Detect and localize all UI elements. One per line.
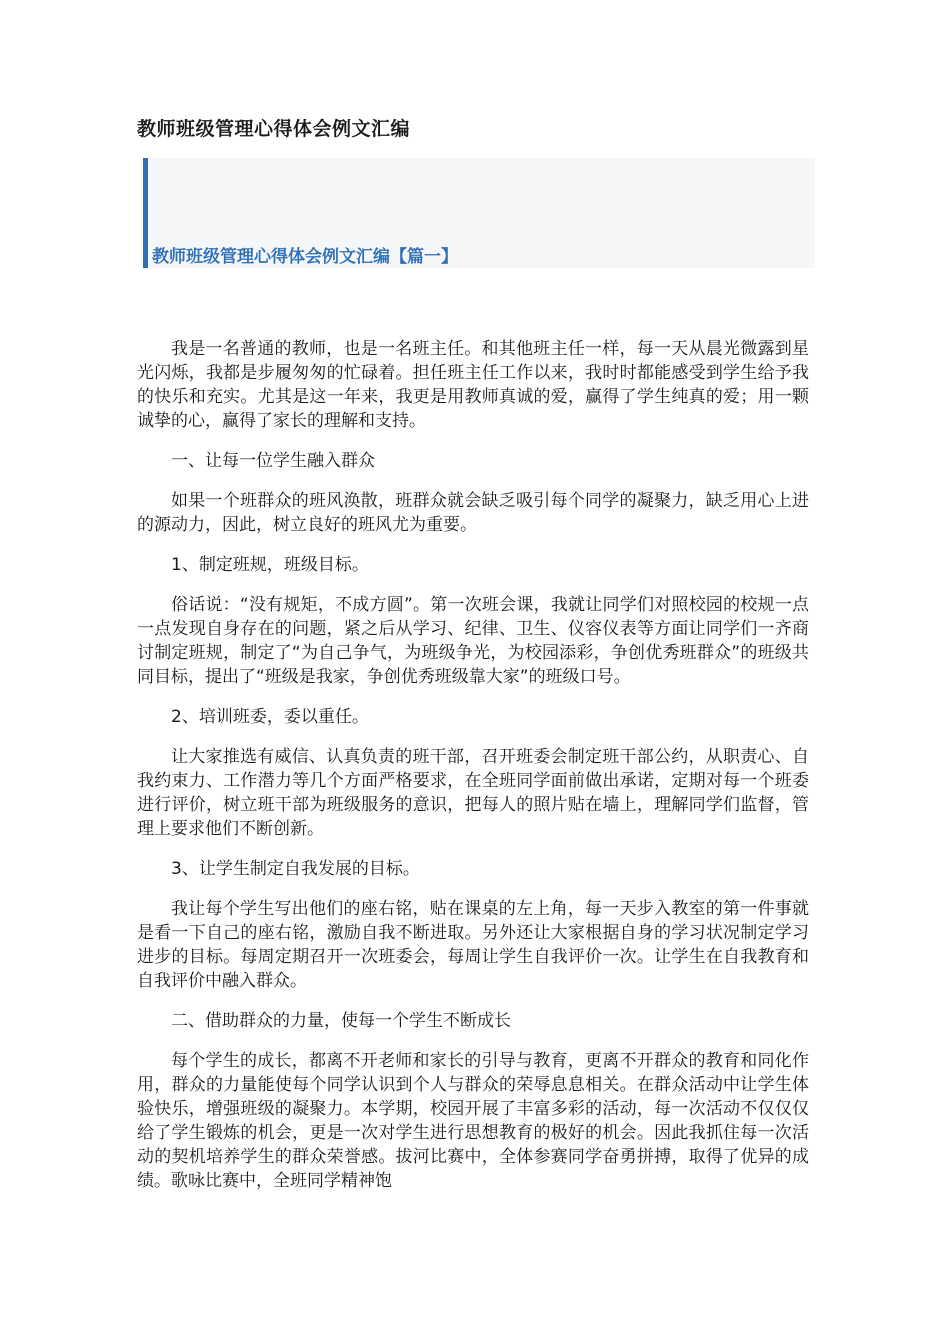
paragraph-self-goals: 我让每个学生写出他们的座右铭，贴在课桌的左上角，每一天步入教室的第一件事就是看一下自己的座右铭，激励自我不断进取。另外还让大家根据自身的学习状况制定学习进步的目标。每周定期召开一次班委会，每周让学生自我评价一次。让学生在自我教育和自我评价中融入群众。 [137, 899, 809, 991]
section-header-box [143, 158, 815, 268]
paragraph-intro: 我是一名普通的教师，也是一名班主任。和其他班主任一样，每一天从晨光微露到星光闪烁，我都是步履匆匆的忙碌着。担任班主任工作以来，我时时都能感受到学生给予我的快乐和充实。尤其是这一年来，我更是用教师真诚的爱，赢得了学生纯真的爱；用一颗诚挚的心，赢得了家长的理解和支持。 [137, 339, 809, 431]
paragraph-group-growth: 每个学生的成长，都离不开老师和家长的引导与教育，更离不开群众的教育和同化作用，群众的力量能使每个同学认识到个人与群众的荣辱息息相关。在群众活动中让学生体验快乐，增强班级的凝聚力。本学期，校园开展了丰富多彩的活动，每一次活动不仅仅仅给了学生锻炼的机会，更是一次对学生进行思想教育的极好的机会。因此我抓住每一次活动的契机培养学生的群众荣誉感。拔河比赛中，全体参赛同学奋勇拼搏，取得了优异的成绩。歌咏比赛中，全班同学精神饱 [137, 1051, 809, 1191]
document-title: 教师班级管理心得体会例文汇编 [137, 118, 411, 140]
subheading-class-rules: 1、制定班规，班级目标。 [171, 555, 369, 575]
heading-part-one: 一、让每一位学生融入群众 [171, 451, 375, 471]
paragraph-class-committee: 让大家推选有威信、认真负责的班干部，召开班委会制定班干部公约，从职责心、自我约束力、工作潜力等几个方面严格要求，在全班同学面前做出承诺，定期对每一个班委进行评价，树立班干部为班级服务的意识，把每人的照片贴在墙上，理解同学们监督，管理上要求他们不断创新。 [137, 747, 809, 839]
heading-part-two: 二、借助群众的力量，使每一个学生不断成长 [171, 1011, 511, 1031]
section-heading: 教师班级管理心得体会例文汇编【篇一】 [152, 247, 458, 267]
subheading-class-committee: 2、培训班委，委以重任。 [171, 707, 369, 727]
document-body [137, 337, 809, 1193]
subheading-self-goals: 3、让学生制定自我发展的目标。 [171, 859, 420, 879]
paragraph-class-rules: 俗话说：“没有规矩，不成方圆”。第一次班会课，我就让同学们对照校园的校规一点一点发现自身存在的问题，紧之后从学习、纪律、卫生、仪容仪表等方面让同学们一齐商讨制定班规，制定了“为自己争气，为班级争光，为校园添彩，争创优秀班群众”的班级共同目标，提出了“班级是我家，争创优秀班级靠大家”的班级口号。 [137, 595, 809, 687]
paragraph-class-spirit: 如果一个班群众的班风涣散，班群众就会缺乏吸引每个同学的凝聚力，缺乏用心上进的源动力，因此，树立良好的班风尤为重要。 [137, 491, 809, 535]
